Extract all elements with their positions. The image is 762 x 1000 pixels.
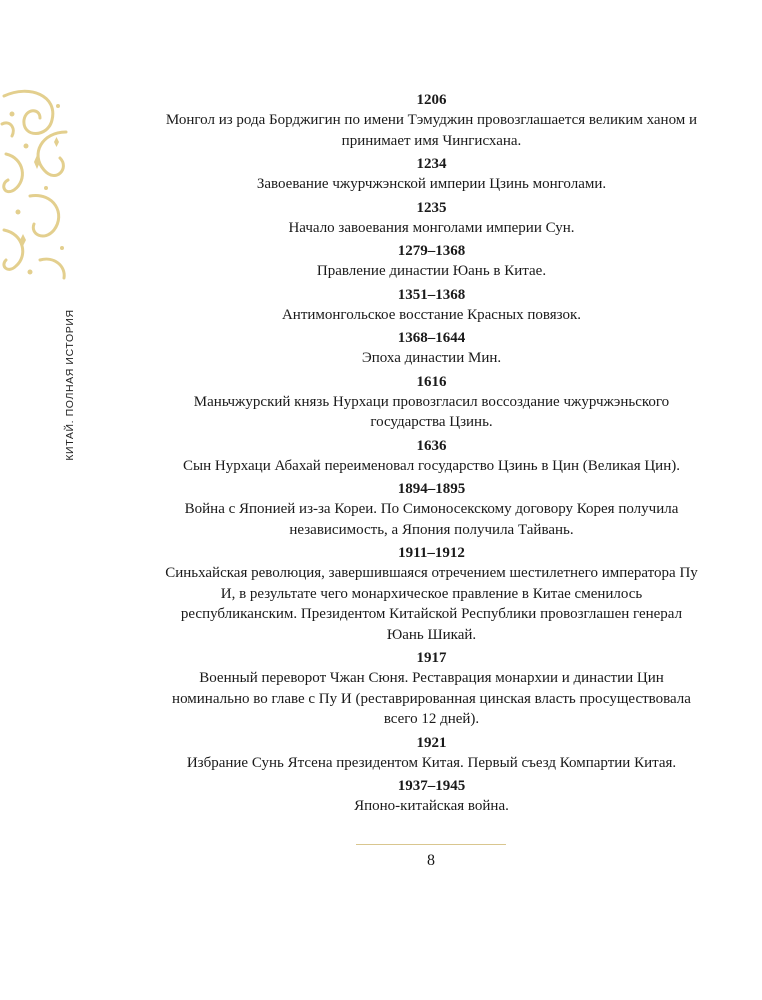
timeline-entry: [165, 544, 698, 645]
timeline-entry: [165, 649, 698, 730]
timeline-text: Правление династии Юань в Китае.: [316, 263, 547, 279]
timeline-entry: [165, 480, 698, 540]
timeline-text: Завоевание чжурчжэнской империи Цзинь монголами.: [256, 176, 607, 192]
timeline-text: Избрание Сунь Ятсена президентом Китая. Первый съезд Компартии Китая.: [186, 754, 677, 771]
timeline-year: 1894–1895: [397, 481, 466, 497]
timeline-text: Война с Японией из-за Кореи. По Симоносекскому договору Корея получила независимость, а Япония получила Тайвань.: [184, 501, 679, 538]
timeline-text: Антимонгольское восстание Красных повязок.: [281, 306, 582, 323]
timeline-text: Эпоха династии Мин.: [361, 350, 502, 366]
timeline-year: 1616: [416, 373, 447, 390]
timeline-entry: [165, 286, 698, 326]
timeline-entry: [165, 155, 698, 195]
page-number: 8: [427, 852, 435, 869]
timeline-entry: [165, 242, 698, 282]
timeline-year: 1279–1368: [397, 243, 466, 259]
timeline-entry: [165, 91, 698, 151]
timeline-text: Синьхайская революция, завершившаяся отречением шестилетнего императора Пу И, в результате чего монархическое правление в Китае сменилось республиканским. Президентом Китайской Республики провозглашен генерал Юань Шикай.: [165, 565, 698, 643]
timeline-year: 1368–1644: [397, 330, 466, 346]
timeline-year: 1234: [416, 156, 447, 172]
timeline-year: 1351–1368: [397, 286, 466, 303]
timeline-text: Сын Нурхаци Абахай переименовал государство Цзинь в Цин (Великая Цин).: [183, 457, 680, 474]
book-title-vertical: КИТАЙ. ПОЛНАЯ ИСТОРИЯ: [64, 309, 76, 461]
timeline-year: 1911–1912: [398, 545, 465, 561]
timeline-entry: [165, 734, 698, 774]
footer-divider: [356, 844, 506, 845]
timeline-year: 1921: [416, 734, 447, 751]
timeline-entry: [165, 329, 698, 369]
timeline-text: Начало завоевания монголами империи Сун.: [288, 219, 575, 236]
timeline-year: 1235: [416, 199, 447, 216]
timeline-year: 1636: [416, 437, 447, 454]
timeline-text: Военный переворот Чжан Сюня. Реставрация монархии и династии Цин номинально во главе с Пу И (реставрированная цинская власть просуществовала всего 12 дней).: [172, 670, 691, 727]
timeline-entry: [165, 777, 698, 817]
timeline: [165, 91, 698, 821]
decorative-ornament-icon: [0, 84, 70, 282]
timeline-year: 1937–1945: [397, 778, 466, 794]
timeline-text: Маньчжурский князь Нурхаци провозгласил воссоздание чжурчжэньского государства Цзинь.: [193, 393, 670, 430]
timeline-text: Японо-китайская война.: [354, 798, 509, 814]
timeline-entry: [165, 373, 698, 433]
timeline-entry: [165, 199, 698, 239]
timeline-text: Монгол из рода Борджигин по имени Тэмуджин провозглашается великим ханом и принимает имя Чингисхана.: [165, 112, 698, 149]
timeline-year: 1917: [416, 650, 447, 666]
timeline-entry: [165, 437, 698, 477]
timeline-year: 1206: [416, 92, 447, 108]
